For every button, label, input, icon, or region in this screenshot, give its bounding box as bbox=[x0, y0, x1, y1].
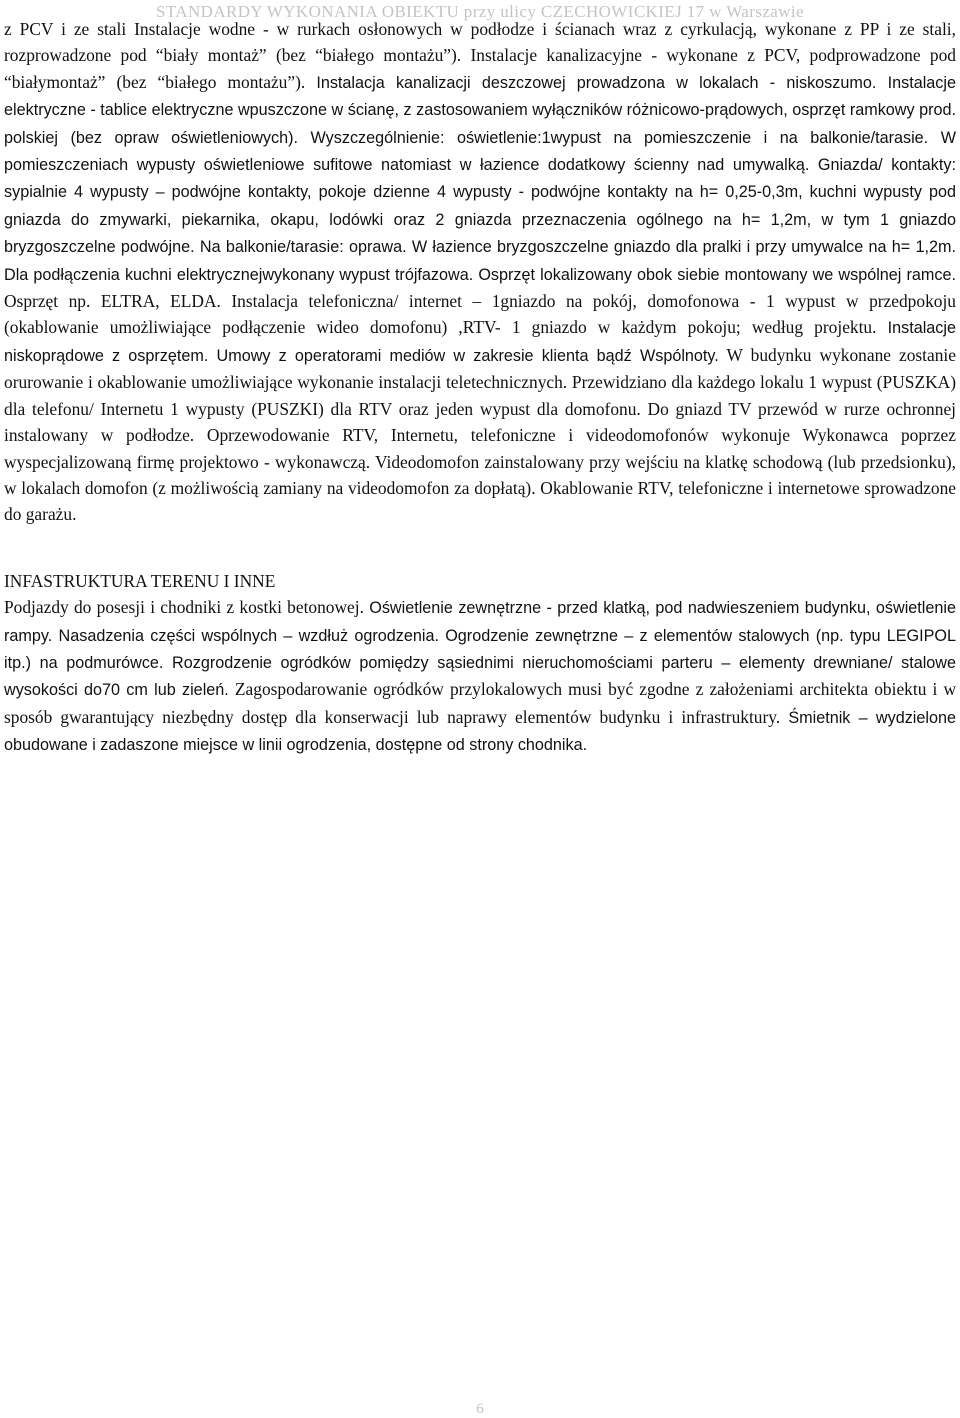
page-number: 6 bbox=[476, 1401, 484, 1417]
infrastructure-text-3: Zagospodarowanie ogródków przylokalowych musi być zgodne z założeniami architekta obiektu i w sposób gwarantujący niezbędny dostęp dla konserwacji lub naprawy elementów budynku i infrastruktury. bbox=[4, 679, 957, 727]
infrastructure-paragraph bbox=[4, 594, 956, 758]
installations-text-1: z PCV i ze stali Instalacje wodne - w rurkach osłonowych w podłodze i ścianach wraz z cyrkulacją, wykonane z PP i ze stali, rozprowadzone pod “biały montaż” (bez “białego montażu”). Instalacje kanalizacyjne - wykonane z PCV, podprowadzone pod “białymontaż” (bez “białego montażu”). bbox=[4, 19, 956, 92]
installations-text-4: Instalacje niskoprądowe z osprzętem. Umowy z operatorami mediów w zakresie klienta bądź Wspólnoty. bbox=[4, 319, 956, 365]
installations-text-2: Instalacja kanalizacji deszczowej prowadzona w lokalach - niskoszumo. Instalacje elektryczne - tablice elektryczne wpuszczone w ścianę, z zastosowaniem wyłączników różnicowo-prądowych, osprzęt ramkowy prod. polskiej (bez opraw oświetleniowych). Wyszczególnienie: oświetlenie:1wypust na pomieszczenie i na balkonie/tarasie. W pomieszczeniach wypusty oświetleniowe sufitowe natomiast w łazience dodatkowy ścienny nad umywalką. Gniazda/ kontakty: sypialnie 4 wypusty – podwójne kontakty, pokoje dzienne 4 wypusty - podwójne kontakty na h= 0,25-0,3m, kuchni wypusty pod gniazda do zmywarki, piekarnika, okapu, lodówki oraz 2 gniazda przeznaczenia ogólnego na h= 1,2m, w tym 1 gniazdo bryzgoszczelne podwójne. Na balkonie/tarasie: oprawa. W łazience bryzgoszczelne gniazdo dla pralki i przy umywalce na h= 1,2m. Dla podłączenia kuchni elektrycznejwykonany wypust trójfazowa. Osprzęt lokalizowany obok siebie montowany we wspólnej ramce. bbox=[4, 73, 956, 284]
installations-text-3: Osprzęt np. ELTRA, ELDA. Instalacja telefoniczna/ internet – 1gniazdo na pokój, domofonowa - 1 wypust w przedpokoju (okablowanie umożliwiające podłączenie wideo domofonu) ,RTV- 1 gniazdo w każdym pokoju; według projektu. bbox=[4, 291, 956, 338]
infrastructure-text-2: Oświetlenie zewnętrzne - przed klatką, pod nadwieszeniem budynku, oświetlenie rampy. Nasadzenia części wspólnych – wzdłuż ogrodzenia. Ogrodzenie zewnętrzne – z elementów stalowych (np. typu LEGIPOL itp.) na podmurówce. Rozgrodzenie ogródków pomiędzy sąsiednimi nieruchomościami parteru – elementy drewniane/ stalowe wysokości do70 cm lub zieleń. bbox=[4, 599, 956, 700]
infrastructure-text-4: Śmietnik – wydzielone obudowane i zadaszone miejsce w linii ogrodzenia, dostępne od strony chodnika. bbox=[4, 708, 956, 755]
infrastructure-heading: INFASTRUKTURA TERENU I INNE bbox=[4, 570, 276, 591]
installations-text-5: W budynku wykonane zostanie orurowanie i okablowanie umożliwiające wykonanie instalacji teletechnicznych. Przewidziano dla każdego lokalu 1 wypust (PUSZKA) dla telefonu/ Internetu 1 wypusty (PUSZKI) dla RTV oraz jeden wypust dla domofonu. Do gniazd TV przewód w rurze ochronnej instalowany w podłodze. Oprzewodowanie RTV, Internetu, telefoniczne i videodomofonów wykonuje Wykonawca poprzez wyspecjalizowaną firmę projektowo - wykonawczą. Videodomofon zainstalowany przy wejściu na klatkę schodową (lub przedsionku), w lokalach domofon (z możliwością zamiany na videodomofon za dopłatą). Okablowanie RTV, telefoniczne i internetowe sprowadzone do garażu. bbox=[4, 344, 956, 525]
infrastructure-text-1: Podjazdy do posesji i chodniki z kostki betonowej. bbox=[4, 597, 364, 618]
installations-paragraph bbox=[4, 16, 956, 528]
page-content bbox=[4, 16, 956, 759]
running-header: STANDARDY WYKONANIA OBIEKTU przy ulicy CZECHOWICKIEJ 17 w Warszawie bbox=[156, 2, 804, 21]
